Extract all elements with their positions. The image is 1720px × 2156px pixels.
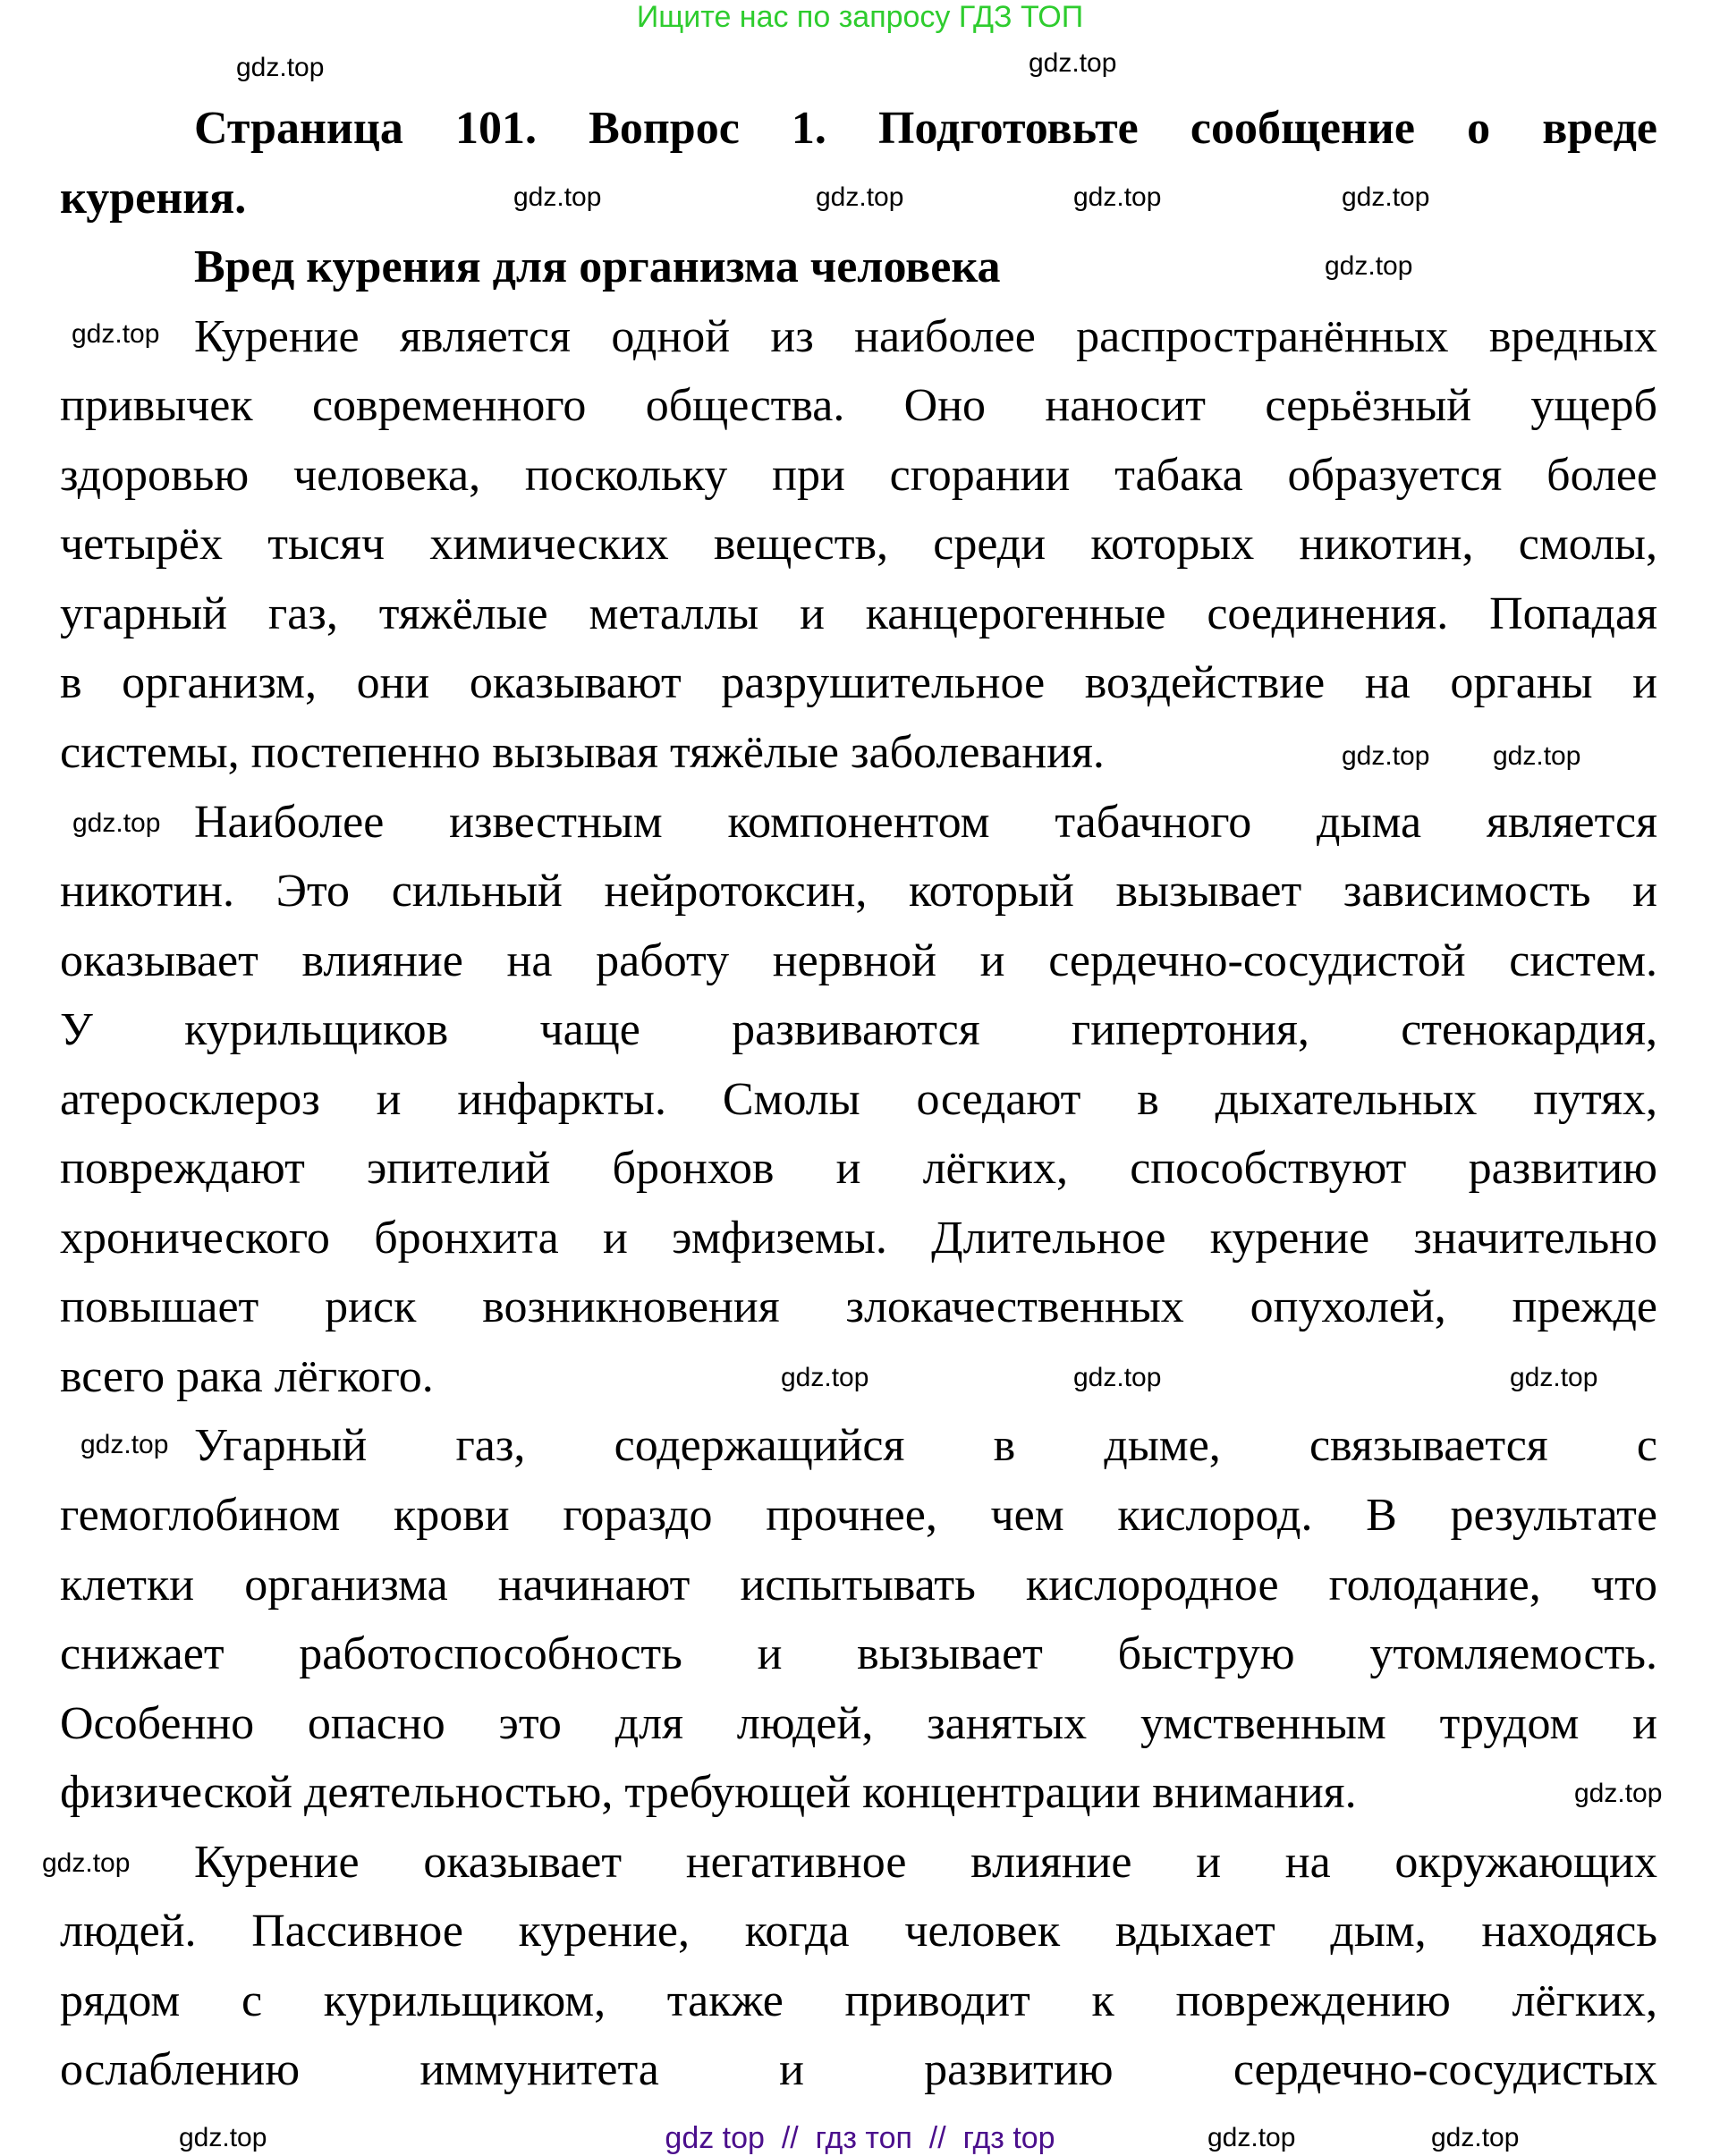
paragraph-4-line: Курение оказывает негативное влияние и на окружающих [194,1836,1657,1888]
paragraph-2-line: хронического бронхита и эмфиземы. Длительное курение значительно [60,1212,1657,1264]
paragraph-4-line: рядом с курильщиком, также приводит к повреждению лёгких, [60,1974,1657,2026]
paragraph-3-line: снижает работоспособность и вызывает быструю утомляемость. [60,1628,1657,1680]
watermark: gdz.top [1493,741,1581,771]
paragraph-1-line: угарный газ, тяжёлые металлы и канцерогенные соединения. Попадая [60,588,1657,639]
paragraph-1-line: системы, постепенно вызывая тяжёлые заболевания. [60,726,1105,778]
watermark: gdz.top [236,53,325,82]
paragraph-3-line: клетки организма начинают испытывать кислородное голодание, что [60,1559,1657,1611]
paragraph-1-line: здоровью человека, поскольку при сгорании табака образуется более [60,449,1657,501]
paragraph-4-line: ослаблению иммунитета и развитию сердечно-сосудистых [60,2044,1657,2096]
paragraph-1-line: в организм, они оказывают разрушительное воздействие на органы и [60,657,1657,709]
paragraph-3-line: физической деятельностью, требующей концентрации внимания. [60,1767,1357,1819]
paragraph-3-line: гемоглобином крови гораздо прочнее, чем кислород. В результате [60,1490,1657,1541]
watermark: gdz.top [1510,1363,1598,1392]
page-question-title: Страница 101. Вопрос 1. Подготовьте сообщение о вреде [194,103,1657,154]
watermark: gdz.top [1574,1779,1663,1808]
watermark: gdz.top [42,1848,131,1878]
watermark: gdz.top [781,1363,869,1392]
paragraph-2-line: атеросклероз и инфаркты. Смолы оседают в дыхательных путях, [60,1073,1657,1125]
watermark: gdz.top [816,182,904,212]
watermark: gdz.top [1207,2123,1296,2152]
watermark: gdz.top [1073,1363,1162,1392]
watermark: gdz.top [1325,251,1413,281]
paragraph-1-line: четырёх тысяч химических веществ, среди которых никотин, смолы, [60,519,1657,571]
watermark: gdz.top [1342,182,1430,212]
paragraph-1-line: Курение является одной из наиболее распространённых вредных [194,310,1657,362]
watermark: gdz.top [1073,182,1162,212]
paragraph-2-line: Наиболее известным компонентом табачного дыма является [194,796,1657,848]
watermark: gdz.top [72,808,161,838]
paragraph-3-line: Особенно опасно это для людей, занятых умственным трудом и [60,1697,1657,1749]
paragraph-2-line: всего рака лёгкого. [60,1350,434,1402]
paragraph-3-line: Угарный газ, содержащийся в дыме, связывается с [194,1420,1657,1472]
watermark: gdz.top [80,1430,169,1459]
watermark: gdz.top [1029,48,1117,78]
footer-links: gdz top // гдз топ // гдз top [665,2121,1055,2155]
paragraph-4-line: людей. Пассивное курение, когда человек вдыхает дым, находясь [60,1906,1657,1957]
paragraph-2-line: никотин. Это сильный нейротоксин, который вызывает зависимость и [60,866,1657,917]
paragraph-1-line: привычек современного общества. Оно наносит серьёзный ущерб [60,380,1657,432]
paragraph-2-line: У курильщиков чаще развиваются гипертония, стенокардия, [60,1004,1657,1056]
watermark: gdz.top [1431,2123,1520,2152]
watermark: gdz.top [1342,741,1430,771]
watermark: gdz.top [513,182,602,212]
paragraph-2-line: повреждают эпителий бронхов и лёгких, способствуют развитию [60,1143,1657,1195]
paragraph-2-line: повышает риск возникновения злокачественных опухолей, прежде [60,1281,1657,1333]
paragraph-2-line: оказывает влияние на работу нервной и сердечно-сосудистой систем. [60,934,1657,986]
essay-heading: Вред курения для организма человека [194,241,1001,292]
watermark: gdz.top [72,319,160,349]
page-question-title-continued: курения. [60,173,247,224]
watermark: gdz.top [179,2123,267,2152]
search-hint-banner: Ищите нас по запросу ГДЗ ТОП [636,0,1084,34]
